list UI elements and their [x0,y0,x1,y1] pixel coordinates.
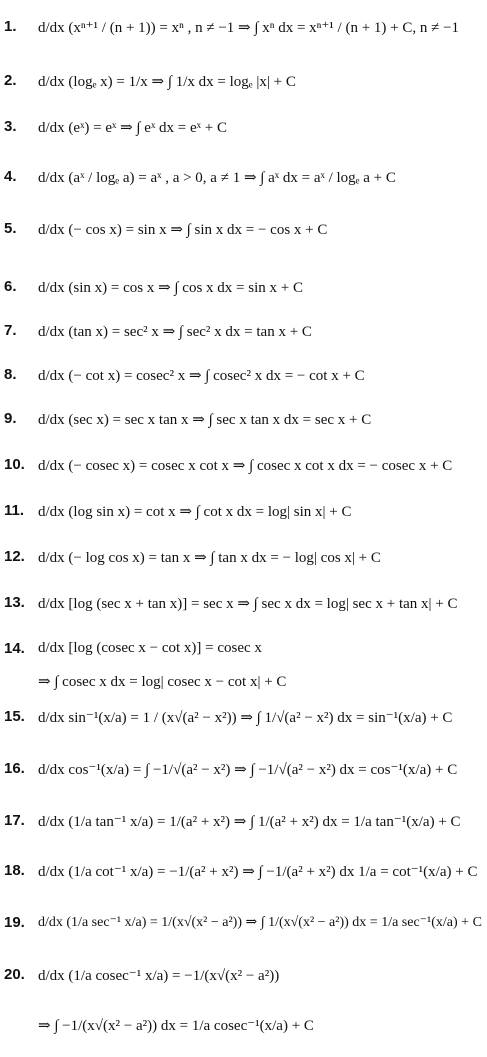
formula-text: d/dx (1/a tan⁻¹ x/a) = 1/(a² + x²) ⇒ ∫ 1/(a² + x²) dx = 1/a tan⁻¹(x/a) + C [38,814,461,830]
formula-number: 2. [4,72,17,89]
formula-text: d/dx [log (sec x + tan x)] = sec x ⇒ ∫ sec x dx = log| sec x + tan x| + C [38,596,458,612]
formula-number: 1. [4,18,17,35]
formula-number: 16. [4,760,25,777]
formula-text: d/dx [log (cosec x − cot x)] = cosec x [38,640,262,656]
formula-text: ⇒ ∫ −1/(x√(x² − a²)) dx = 1/a cosec⁻¹(x/a) + C [38,1018,314,1034]
formula-text: d/dx (eˣ) = eˣ ⇒ ∫ eˣ dx = eˣ + C [38,120,227,136]
formula-text: d/dx (− cos x) = sin x ⇒ ∫ sin x dx = − cos x + C [38,222,328,238]
formula-text: d/dx sin⁻¹(x/a) = 1 / (x√(a² − x²)) ⇒ ∫ 1/√(a² − x²) dx = sin⁻¹(x/a) + C [38,710,453,726]
formula-text: d/dx (− cosec x) = cosec x cot x ⇒ ∫ cosec x cot x dx = − cosec x + C [38,458,453,474]
formula-text: d/dx (1/a cot⁻¹ x/a) = −1/(a² + x²) ⇒ ∫ −1/(a² + x²) dx 1/a = cot⁻¹(x/a) + C [38,864,478,880]
formula-number: 11. [4,502,25,519]
formula-text: d/dx (tan x) = sec² x ⇒ ∫ sec² x dx = tan x + C [38,324,312,340]
formula-text: d/dx (sin x) = cos x ⇒ ∫ cos x dx = sin x + C [38,280,303,296]
formula-text: d/dx (− cot x) = cosec² x ⇒ ∫ cosec² x dx = − cot x + C [38,368,365,384]
formula-number: 8. [4,366,17,383]
formula-text: ⇒ ∫ cosec x dx = log| cosec x − cot x| + C [38,674,287,690]
formula-number: 3. [4,118,17,135]
formula-number: 12. [4,548,25,565]
formula-number: 9. [4,410,17,427]
formula-number: 15. [4,708,25,725]
formula-number: 7. [4,322,17,339]
formula-text: d/dx (1/a cosec⁻¹ x/a) = −1/(x√(x² − a²)) [38,968,280,984]
formula-text: d/dx (1/a sec⁻¹ x/a) = 1/(x√(x² − a²)) ⇒ ∫ 1/(x√(x² − a²)) dx = 1/a sec⁻¹(x/a) + C [38,915,482,930]
formula-number: 6. [4,278,17,295]
formula-number: 18. [4,862,25,879]
formula-text: d/dx (− log cos x) = tan x ⇒ ∫ tan x dx = − log| cos x| + C [38,550,381,566]
formula-text: d/dx (aˣ / logₑ a) = aˣ , a > 0, a ≠ 1 ⇒ ∫ aˣ dx = aˣ / logₑ a + C [38,170,396,186]
formula-number: 4. [4,168,17,185]
formula-text: d/dx (xⁿ⁺¹ / (n + 1)) = xⁿ , n ≠ −1 ⇒ ∫ xⁿ dx = xⁿ⁺¹ / (n + 1) + C, n ≠ −1 [38,20,460,36]
formula-text: d/dx (sec x) = sec x tan x ⇒ ∫ sec x tan x dx = sec x + C [38,412,372,428]
formula-number: 17. [4,812,25,829]
formula-text: d/dx (log sin x) = cot x ⇒ ∫ cot x dx = log| sin x| + C [38,504,352,520]
formula-number: 20. [4,966,25,983]
formula-text: d/dx cos⁻¹(x/a) = ∫ −1/√(a² − x²) ⇒ ∫ −1/√(a² − x²) dx = cos⁻¹(x/a) + C [38,762,458,778]
formula-number: 13. [4,594,25,611]
formula-text: d/dx (logₑ x) = 1/x ⇒ ∫ 1/x dx = logₑ |x| + C [38,74,296,90]
formula-number: 14. [4,640,25,657]
formula-number: 5. [4,220,17,237]
formula-number: 19. [4,914,25,931]
formula-number: 10. [4,456,25,473]
